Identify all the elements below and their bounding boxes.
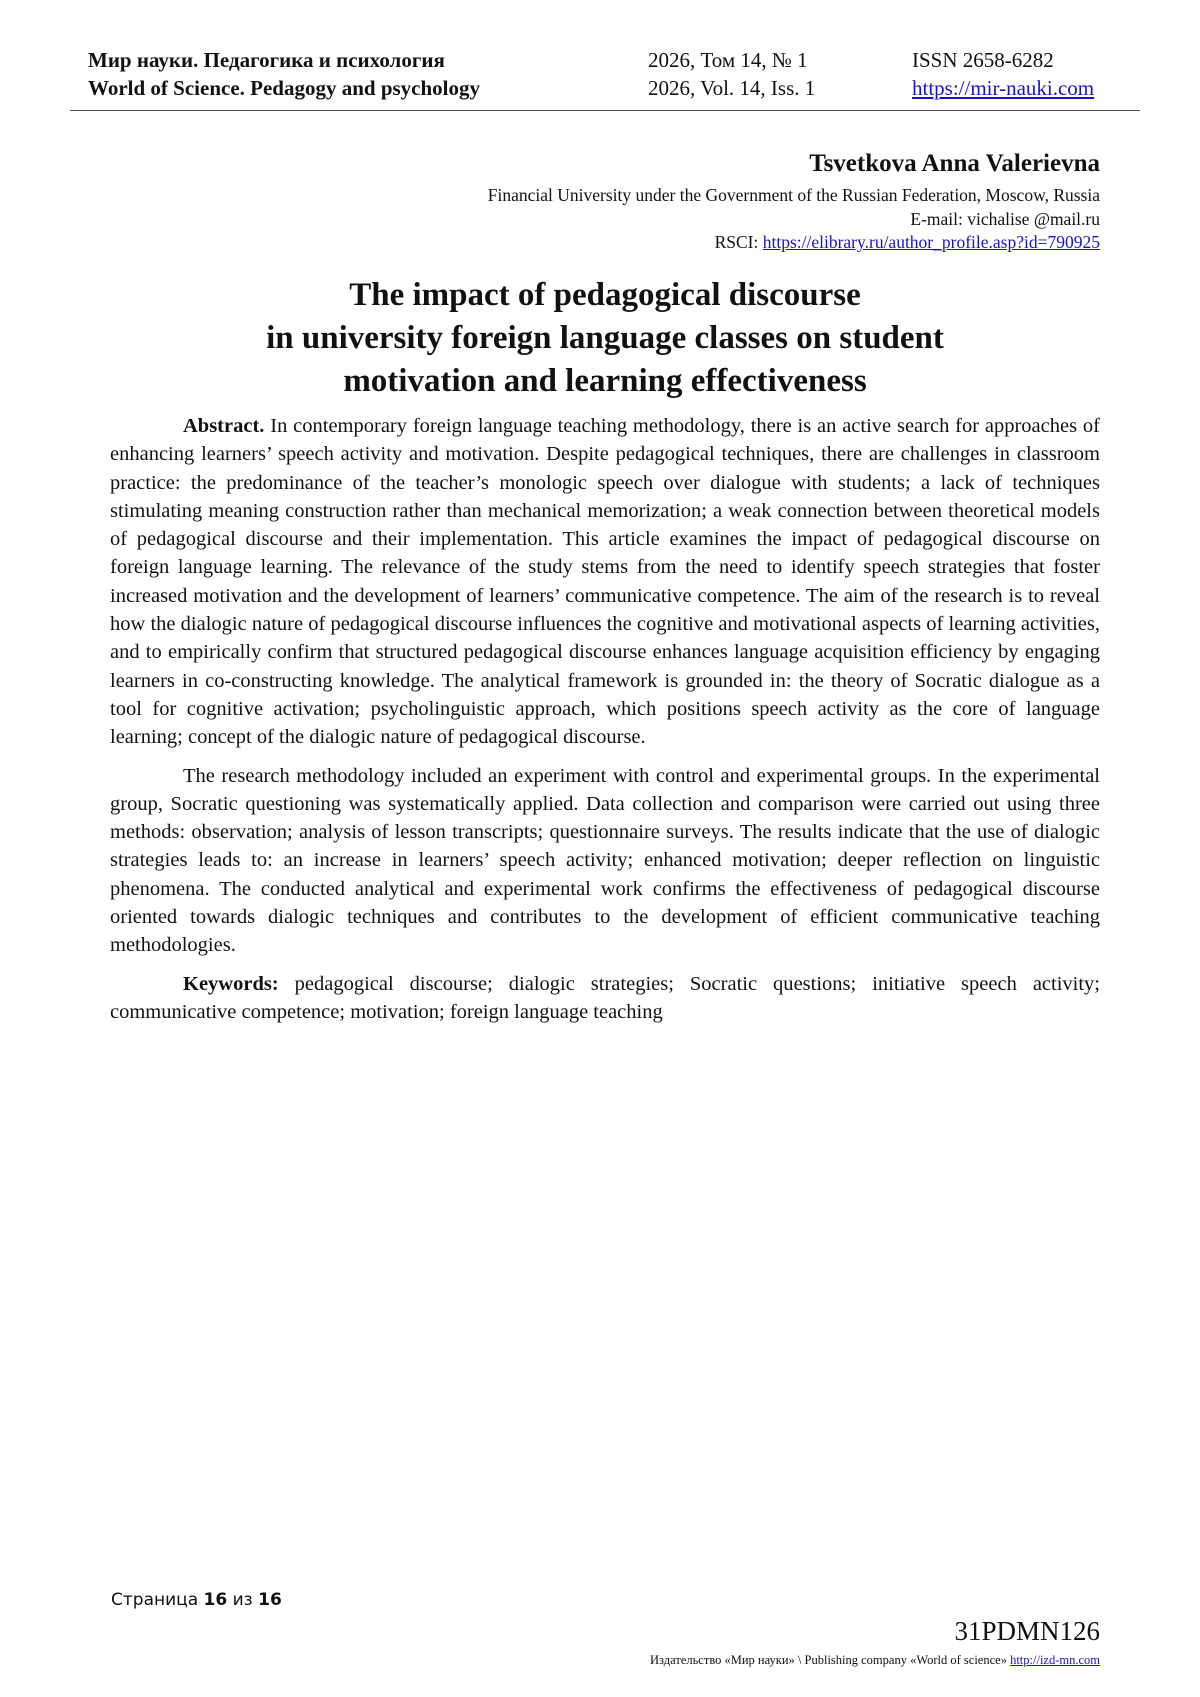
abstract-label: Abstract. (183, 415, 265, 437)
journal-name-en: World of Science. Pedagogy and psychology (88, 76, 481, 100)
keywords-text: pedagogical discourse; dialogic strategies; Socratic questions; initiative speech activity; communicative competence; motivation; foreign language teaching (110, 972, 1100, 1023)
rsci-label: RSCI: (714, 232, 763, 252)
page-current: 16 (203, 1590, 228, 1610)
issue-info (648, 46, 815, 102)
issn-block (912, 46, 1094, 102)
page-prefix: Страница (111, 1590, 204, 1610)
issue-info-en: 2026, Vol. 14, Iss. 1 (648, 76, 816, 100)
title-line-3: motivation and learning effectiveness (343, 363, 867, 399)
article-code: 31PDMN126 (954, 1616, 1100, 1646)
page-separator: из (227, 1590, 259, 1610)
journal-name (88, 46, 480, 102)
title-line-2: in university foreign language classes on student (266, 320, 944, 356)
header-divider (70, 110, 1140, 111)
publisher-line (650, 1652, 1100, 1669)
issn: ISSN 2658-6282 (912, 48, 1054, 72)
methodology-paragraph: The research methodology included an experiment with control and experimental groups. In the experimental group, Socratic questioning was systematically applied. Data collection and comparison were carried out using three methods: observation; analysis of lesson transcripts; questionnaire surveys. The results indicate that the use of dialogic strategies leads to: an increase in learners’ speech activity; enhanced motivation; deeper reflection on linguistic phenomena. The conducted analytical and experimental work confirms the effectiveness of pedagogical discourse oriented towards dialogic techniques and contributes to the development of efficient communicative teaching methodologies. (110, 764, 1100, 957)
journal-name-ru: Мир науки. Педагогика и психология (88, 48, 445, 72)
abstract-paragraph (110, 412, 1100, 752)
author-name: Tsvetkova Anna Valerievna (809, 150, 1100, 177)
keywords-label: Keywords: (183, 972, 279, 995)
author-email: E-mail: vichalise @mail.ru (910, 208, 1100, 229)
author-block (488, 148, 1100, 255)
author-affiliation: Financial University under the Government of the Russian Federation, Moscow, Russia (487, 185, 1100, 205)
publisher-link[interactable]: http://izd-mn.com (1010, 1653, 1100, 1667)
author-rsci (488, 231, 1100, 255)
rsci-link[interactable]: https://elibrary.ru/author_profile.asp?id=790925 (762, 232, 1100, 252)
title-line-1: The impact of pedagogical discourse (349, 277, 861, 313)
page-number (111, 1588, 282, 1612)
journal-site-link[interactable]: https://mir-nauki.com (912, 76, 1095, 100)
page-total: 16 (258, 1590, 282, 1610)
keywords-paragraph (110, 970, 1100, 1027)
publisher-text: Издательство «Мир науки» \ Publishing company «World of science» (650, 1653, 1011, 1667)
abstract-text: In contemporary foreign language teaching methodology, there is an active search for approaches of enhancing learners’ speech activity and motivation. Despite pedagogical techniques, there are challenges in classroom practice: the predominance of the teacher’s monologic speech over dialogue with students; a lack of techniques stimulating meaning construction rather than mechanical memorization; a weak connection between theoretical models of pedagogical discourse and their implementation. This article examines the impact of pedagogical discourse on foreign language learning. The relevance of the study stems from the need to identify speech strategies that foster increased motivation and the development of learners’ communicative competence. The aim of the research is to reveal how the dialogic nature of pedagogical discourse influences the cognitive and motivational aspects of learning activities, and to empirically confirm that structured pedagogical discourse enhances language acquisition efficiency by engaging learners in co-constructing knowledge. The analytical framework is grounded in: the theory of Socratic dialogue as a tool for cognitive activation; psycholinguistic approach, which positions speech activity as the core of language learning; concept of the dialogic nature of pedagogical discourse. (110, 415, 1100, 749)
issue-info-ru: 2026, Том 14, № 1 (648, 48, 808, 72)
article-body (110, 412, 1100, 1036)
article-title (110, 274, 1100, 403)
